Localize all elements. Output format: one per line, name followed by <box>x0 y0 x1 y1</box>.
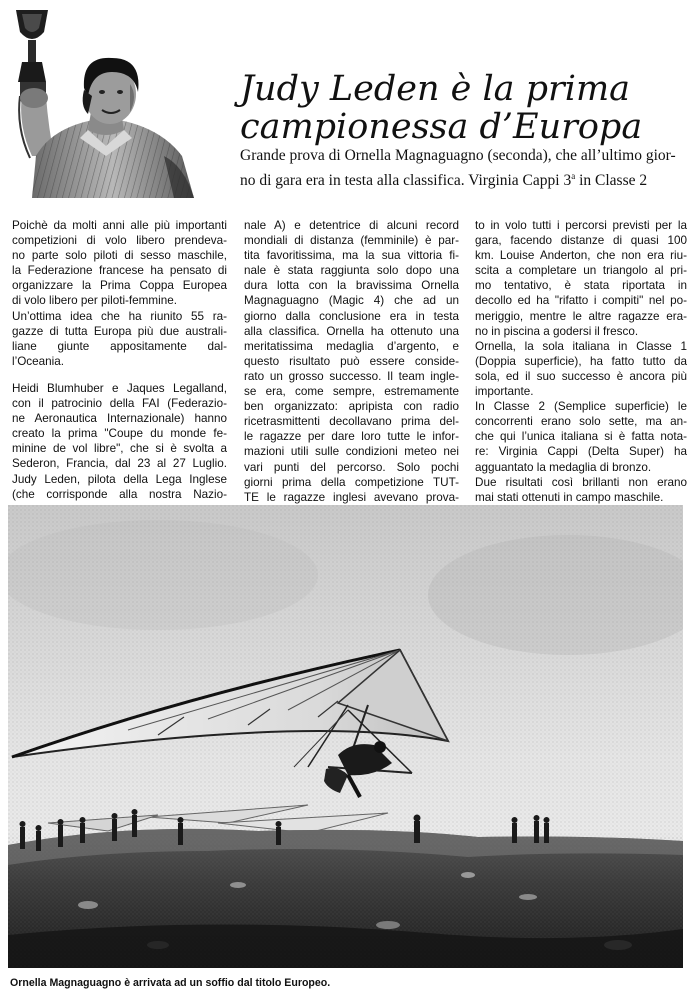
text-line: tita favoritissima, ma la sua vittoria fi- <box>244 249 459 263</box>
text-line: nale A) e detentrice di alcuni record <box>244 219 459 232</box>
text-line: giorni prima della competizione TUT- <box>244 475 459 489</box>
text-line: con il patrocinio della FAI (Federazio- <box>12 397 227 411</box>
headline-line-2: campionessa d’Europa <box>240 107 643 147</box>
text-line: rato un grosso successo. Il team ingle- <box>244 369 459 383</box>
text-line: mo tentativo, è stata riportata in <box>475 279 687 293</box>
text-line: (Doppia superficie), ha fatto tutto da <box>475 354 687 368</box>
text-line: mai stati ottenuti in campo maschile. <box>475 490 664 504</box>
text-line: Ornella, la sola italiana in Classe 1 <box>475 339 687 353</box>
text-line: ben organizzato: apripista con radio <box>244 400 459 414</box>
paragraph-gap <box>12 369 227 381</box>
text-line: TE le ragazze inglesi avevano prova- <box>244 490 459 504</box>
text-line: Due risultati così brillanti non erano <box>475 475 687 489</box>
text-line: no parte solo piloti di sesso maschile, <box>12 249 227 263</box>
text-line: ricetrasmittenti decollavano prima del- <box>244 415 459 429</box>
text-line: km. Louise Anderton, che non era riu- <box>475 249 687 263</box>
text-line: le ragazze per dare loro tutte le infor- <box>244 430 459 444</box>
text-line: mondiali di distanza (femminile) è par- <box>244 234 459 248</box>
text-line: sola, ed il suo successo è ancora più <box>475 369 687 383</box>
headline-line-1: Judy Leden è la prima <box>240 69 631 109</box>
text-line: questo risultato può essere conside- <box>244 354 459 368</box>
text-line: In Classe 2 (Semplice superficie) le <box>475 400 687 414</box>
body-column-3 <box>475 218 687 505</box>
text-line: Un’ottima idea che ha riunito 55 ra- <box>12 309 227 323</box>
photo-caption: Ornella Magnaguagno è arrivata ad un soffio dal titolo Europeo. <box>10 977 331 989</box>
text-line: giorno dalla conclusione era in testa <box>244 309 459 323</box>
text-line: che qui l’unica italiana si è fatta nota- <box>475 430 687 444</box>
text-line: concorrenti erano solo sette, ma an- <box>475 415 687 429</box>
text-line: (che corrisponde alla nostra Nazio- <box>12 487 227 501</box>
text-line: nale è stata raggiunta solo dopo una <box>244 264 459 278</box>
text-line: gazze di tutta Europa più due australi- <box>12 324 227 338</box>
hang-glider-photo <box>8 505 683 968</box>
paragraph <box>12 381 227 502</box>
text-line: Magnaguagno (Magic 4) che ad un <box>244 294 459 308</box>
paragraph <box>475 218 687 505</box>
text-line: gara, facendo distanze di quasi 100 <box>475 234 687 248</box>
text-line: meritatissima medaglia d’argento, e <box>244 339 459 353</box>
text-line: scita a completare un triangolo al pri- <box>475 264 687 278</box>
text-line: Judy Leden, pilota della Lega Inglese <box>12 472 227 486</box>
text-line: minine de vol libre", che si è svolta a <box>12 442 227 456</box>
subheading-line-2 <box>240 166 688 191</box>
text-line: importante. <box>475 385 534 399</box>
body-column-1 <box>12 218 227 502</box>
body-column-2 <box>244 218 459 505</box>
text-line: di volo libero per piloti-femmine. <box>12 294 177 308</box>
text-line: Poichè da molti anni alle più importanti <box>12 219 227 232</box>
text-line: meriggio, mentre le altre ragazze era- <box>475 309 687 323</box>
ordinal-suffix: a <box>571 171 576 181</box>
text-line: vari punti del percorso. Solo pochi <box>244 460 459 474</box>
text-line: agguantato la medaglia di bronzo. <box>475 460 652 474</box>
text-line: decollo ed ha "rifatto i compiti" nel po- <box>475 294 687 308</box>
text-line: to in volo tutti i percorsi previsti per la <box>475 219 687 232</box>
text-line: creato la prima "Coupe du monde fe- <box>12 427 227 441</box>
text-line: mazioni utili sulle condizioni meteo nei <box>244 445 459 459</box>
subheading-line-1: Grande prova di Ornella Magnaguagno (seconda), che all’ultimo gior- <box>240 147 676 164</box>
text-line: no in piscina a godersi il fresco. <box>475 324 639 338</box>
text-line: Sederon, Francia, dal 23 al 27 Luglio. <box>12 457 227 471</box>
text-line: se era, come sempre, estremamente <box>244 385 459 399</box>
text-line: l’Oceania. <box>12 354 64 368</box>
subheading-line-2-end: in Classe 2 <box>575 172 648 190</box>
text-line: ne Aeronautica Internazionale) hanno <box>12 412 227 426</box>
subheading <box>240 146 688 191</box>
text-line: la Federazione francese ha pensato di <box>12 264 227 278</box>
portrait-photo <box>14 6 200 198</box>
paragraph <box>244 218 459 505</box>
paragraph <box>12 218 227 369</box>
text-line: alla classifica. Ornella ha ottenuto una <box>244 324 459 338</box>
text-line: dura lotta con la bravissima Ornella <box>244 279 459 293</box>
headline <box>240 70 680 146</box>
subheading-line-2-text: no di gara era in testa alla classifica. Virginia Cappi 3 <box>240 172 572 190</box>
text-line: liane giunte appositamente dal- <box>12 339 227 353</box>
text-line: competizioni di volo libero prendeva- <box>12 234 227 248</box>
text-line: re: Virginia Cappi (Delta Super) ha <box>475 445 687 459</box>
text-line: Heidi Blumhuber e Jaques Legalland, <box>12 381 227 395</box>
text-line: organizzare la Prima Coppa Europea <box>12 279 227 293</box>
